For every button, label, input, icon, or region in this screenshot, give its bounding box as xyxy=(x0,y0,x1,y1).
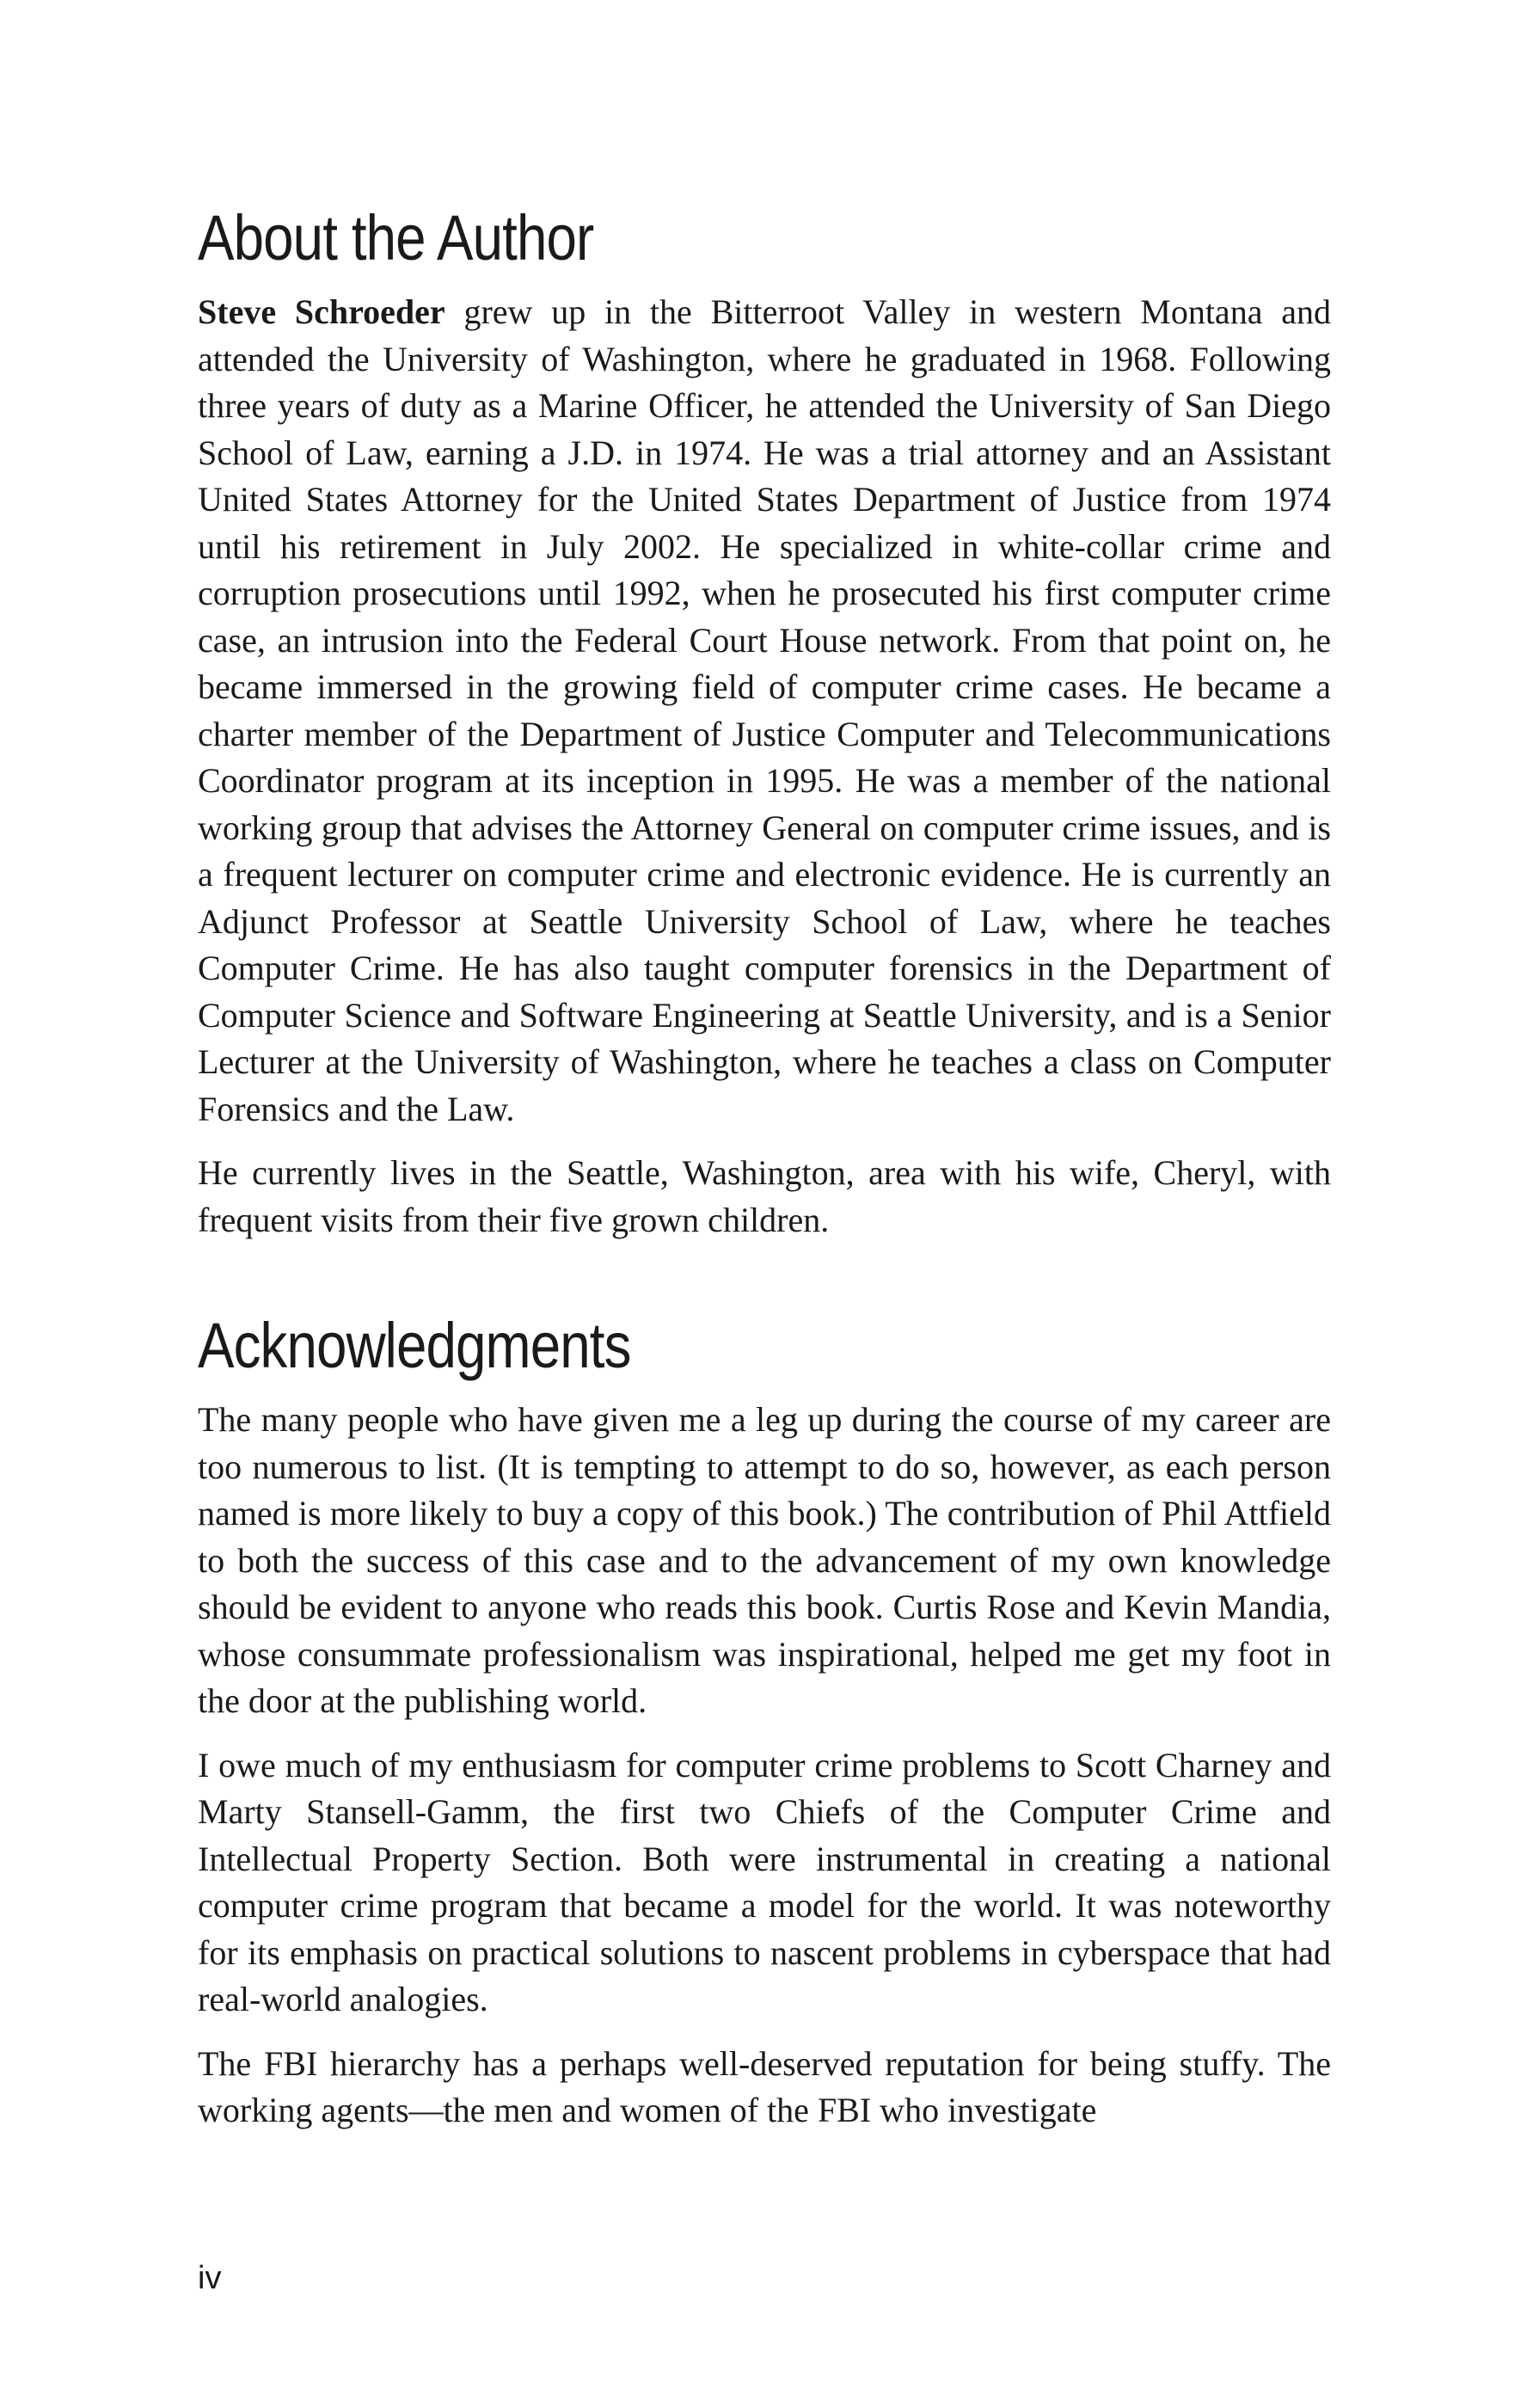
acknowledgments-paragraph: The FBI hierarchy has a perhaps well-deserved reputation for being stuffy. The working agents—the men and women of the FBI who investigate xyxy=(198,2043,1331,2129)
acknowledgments-paragraph: I owe much of my enthusiasm for computer crime problems to Scott Charney and Marty Stansell-Gamm, the first two Chiefs of the Computer Crime and Intellectual Property Section. Both were instrumental in creating a national computer crime program that became a model for the world. It was noteworthy for its emphasis on practical solutions to nascent problems in cyberspace that had real-world analogies. xyxy=(198,1745,1331,2018)
acknowledgments-section xyxy=(198,1310,1331,2135)
section-spacer xyxy=(198,1261,1331,1314)
acknowledgments-heading: Acknowledgments xyxy=(198,1310,631,1381)
about-the-author-section xyxy=(198,202,1331,1244)
author-bio-paragraph xyxy=(198,289,1331,1133)
page-number: iv xyxy=(198,2260,222,2296)
page-content xyxy=(198,202,1331,2152)
acknowledgments-paragraph: The many people who have given me a leg up during the course of my career are too numerous to list. (It is tempting to attempt to do so, however, as each person named is more likely to buy a copy of this book.) The contribution of Phil Attfield to both the success of this case and to the advancement of my own knowledge should be evident to anyone who reads this book. Curtis Rose and Kevin Mandia, whose consummate professionalism was inspirational, helped me get my foot in the door at the publishing world. xyxy=(198,1400,1331,1720)
author-name: Steve Schroeder xyxy=(198,292,445,331)
author-bio-text: grew up in the Bitterroot Valley in western Montana and attended the University of Washington, where he graduated in 1968. Following three years of duty as a Marine Officer, he attended the University of San Diego School of Law, earning a J.D. in 1974. He was a trial attorney and an Assistant United States Attorney for the United States Department of Justice from 1974 until his retirement in July 2002. He specialized in white-collar crime and corruption prosecutions until 1992, when he prosecuted his first computer crime case, an intrusion into the Federal Court House network. From that point on, he became immersed in the growing field of computer crime cases. He became a charter member of the Department of Justice Computer and Telecommunications Coordinator program at its inception in 1995. He was a member of the national working group that advises the Attorney General on computer crime issues, and is a frequent lecturer on computer crime and electronic evidence. He is currently an Adjunct Professor at Seattle University School of Law, where he teaches Computer Crime. He has also taught computer forensics in the Department of Computer Science and Software Engineering at Seattle University, and is a Senior Lecturer at the University of Washington, where he teaches a class on Computer Forensics and the Law. xyxy=(198,292,1331,1128)
about-the-author-heading: About the Author xyxy=(198,202,594,273)
author-residence-paragraph: He currently lives in the Seattle, Washington, area with his wife, Cheryl, with frequent visits from their five grown children. xyxy=(198,1153,1331,1239)
